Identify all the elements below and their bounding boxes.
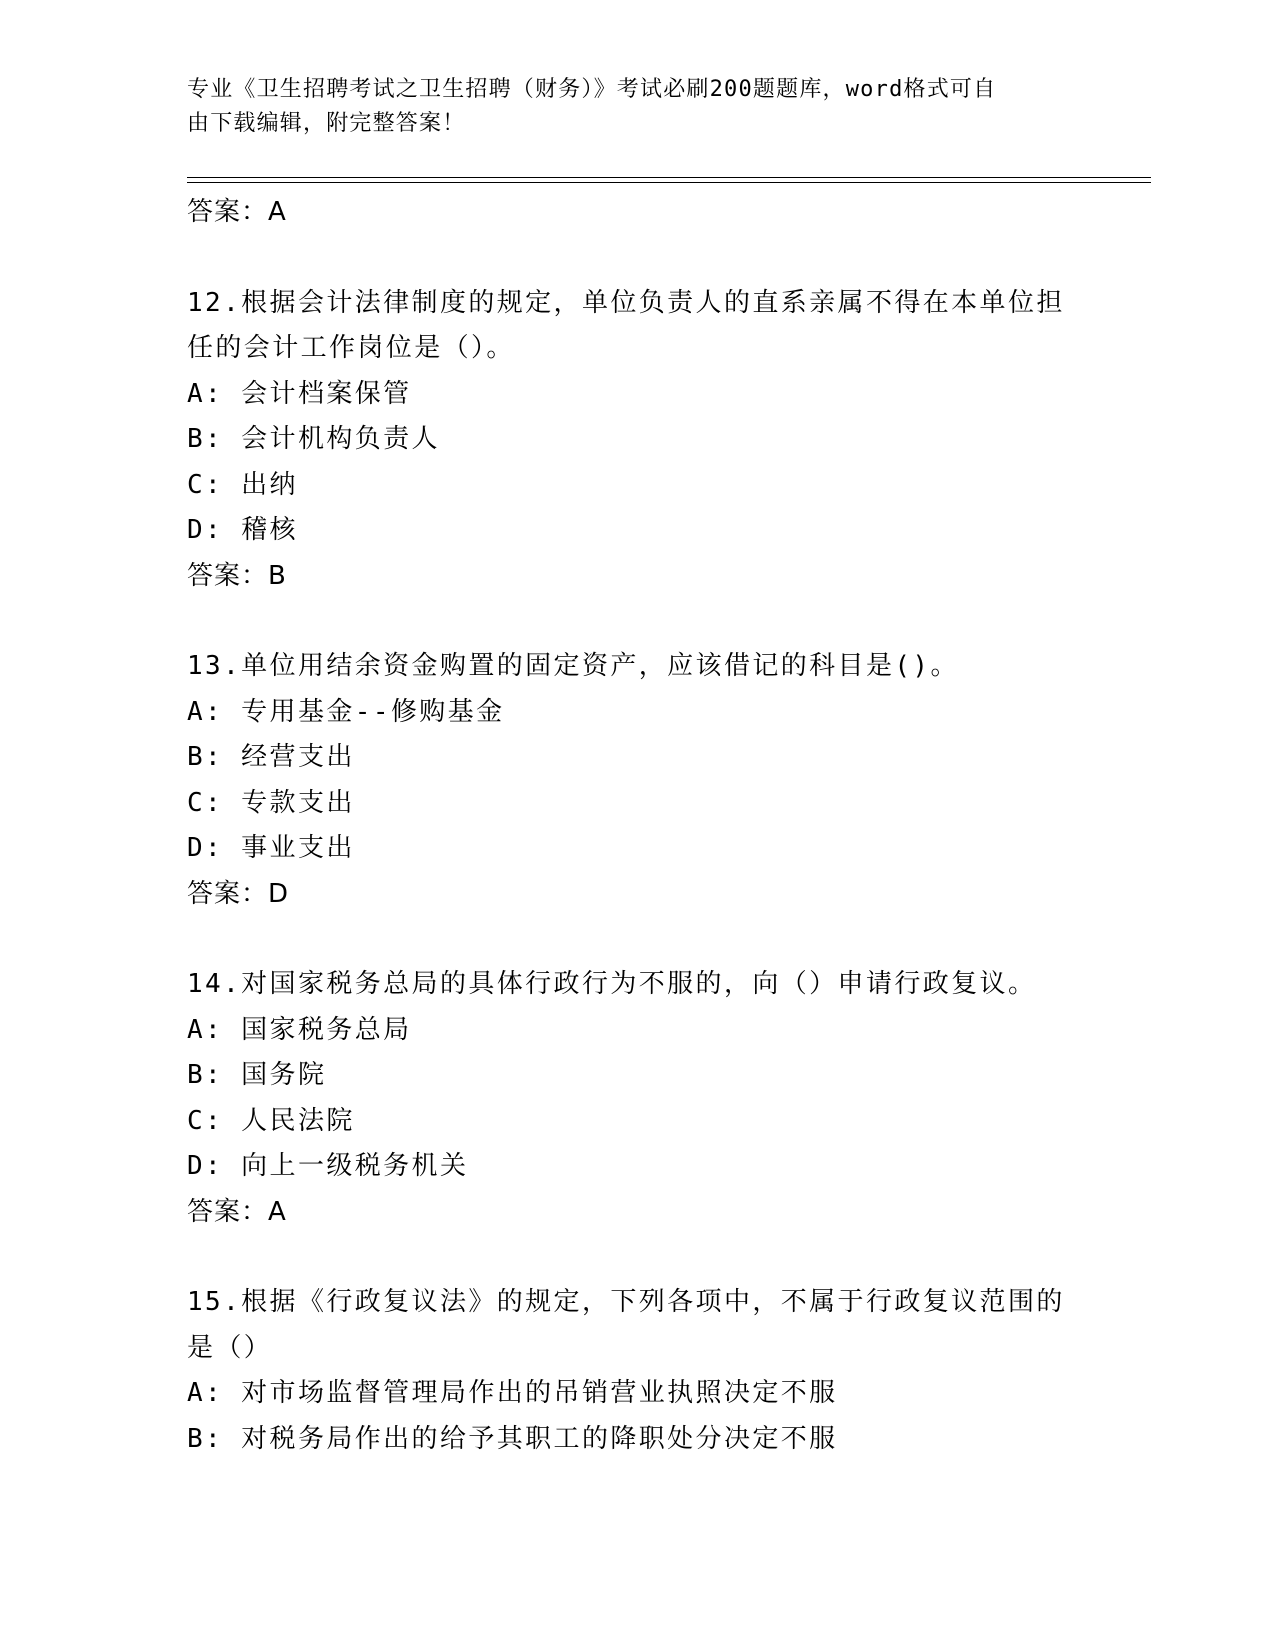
option-b: B: 国务院 [187,1060,327,1090]
option-a: A: 专用基金--修购基金 [187,696,505,727]
question-stem: 14.对国家税务总局的具体行政行为不服的，向（）申请行政复议。 [187,969,1037,999]
header-line-2: 由下载编辑，附完整答案！ [187,111,466,136]
question-stem: 12.根据会计法律制度的规定，单位负责人的直系亲属不得在本单位担 [187,287,1065,318]
answer: 答案：D [187,878,290,909]
header-line-1: 专业《卫生招聘考试之卫生招聘（财务）》考试必刷200题题库，word格式可自 [187,77,997,102]
option-b: B: 会计机构负责人 [187,424,440,454]
option-b: B: 对税务局作出的给予其职工的降职处分决定不服 [187,1423,838,1454]
header-divider [187,177,1151,183]
question-15 [187,1280,1087,1462]
option-c: C: 专款支出 [187,787,355,818]
answer: 答案：B [187,560,287,591]
option-b: B: 经营支出 [187,742,355,772]
question-stem-continued: 任的会计工作岗位是（）。 [187,333,515,363]
question-12 [187,281,1087,600]
option-a: A: 国家税务总局 [187,1014,412,1045]
question-stem-continued: 是（） [187,1332,273,1363]
question-14 [187,962,1087,1235]
document-header [187,73,1067,141]
answer: 答案：A [187,1196,287,1227]
question-stem: 15.根据《行政复议法》的规定，下列各项中，不属于行政复议范围的 [187,1287,1065,1317]
option-c: C: 人民法院 [187,1105,355,1136]
option-a: A: 会计档案保管 [187,378,412,409]
option-d: D: 向上一级税务机关 [187,1151,469,1181]
option-d: D: 稽核 [187,515,298,545]
previous-answer: 答案：A [187,197,287,227]
option-d: D: 事业支出 [187,833,355,863]
option-a: A: 对市场监督管理局作出的吊销营业执照决定不服 [187,1378,838,1408]
question-13 [187,644,1087,917]
question-list [187,190,1087,1462]
option-c: C: 出纳 [187,469,298,500]
question-stem: 13.单位用结余资金购置的固定资产，应该借记的科目是()。 [187,651,959,681]
